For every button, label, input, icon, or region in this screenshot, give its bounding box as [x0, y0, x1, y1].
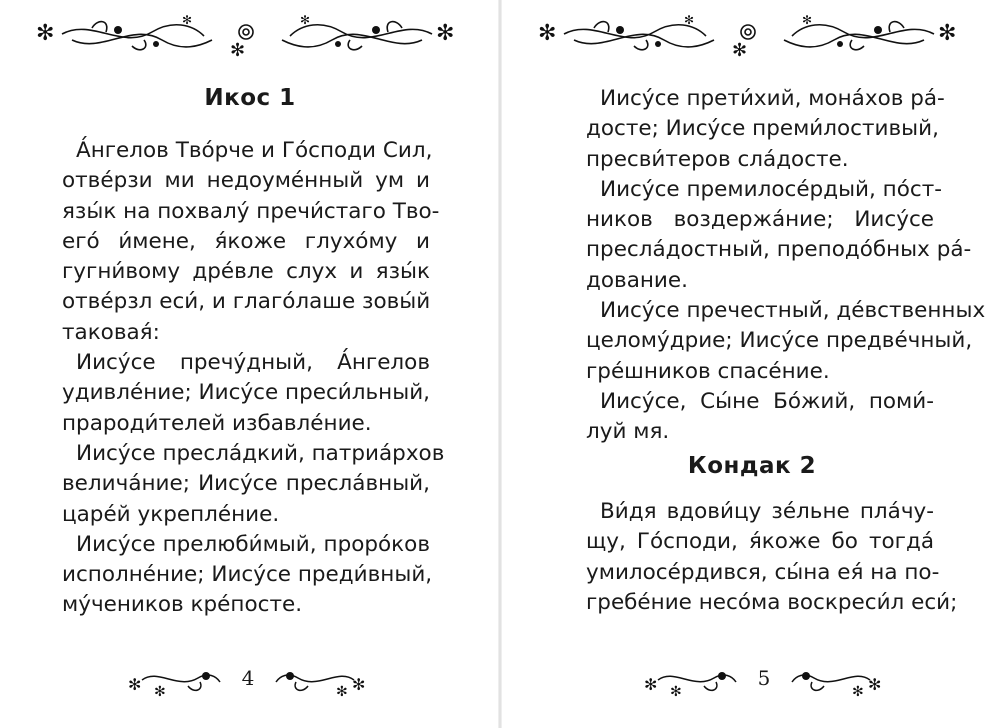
text-line: исполне́ние; Иису́се преди́вный,	[62, 562, 433, 588]
svg-text:✻: ✻	[436, 21, 455, 46]
svg-text:✻: ✻	[938, 21, 957, 46]
text-line: умилосе́рдився, сы́на ея́ на по-	[586, 559, 940, 585]
svg-text:✻: ✻	[300, 13, 311, 27]
text-line: Иису́се прелюби́мый, проро́ков	[76, 531, 430, 557]
page-footer	[128, 660, 368, 700]
svg-text:✻: ✻	[868, 675, 882, 694]
page-footer	[644, 660, 884, 700]
text-line: му́чеников кре́посте.	[62, 592, 303, 618]
svg-text:✻: ✻	[644, 675, 658, 694]
svg-text:✻: ✻	[732, 40, 748, 58]
text-line: пресви́теров сла́досте.	[586, 146, 849, 172]
svg-text:✻: ✻	[336, 684, 348, 700]
svg-text:✻: ✻	[670, 684, 682, 700]
header-ornament-icon	[32, 10, 462, 58]
text-line: Иису́се пречестный́, де́вственных	[600, 298, 986, 324]
text-line: гугни́вому дре́вле слух и язы́к	[62, 259, 430, 285]
text-line: Иису́се пресла́дкий, патриа́рхов	[76, 440, 445, 466]
text-line: щу, Го́споди, я́коже бо тогда́	[586, 529, 934, 555]
svg-text:✻: ✻	[802, 13, 813, 27]
text-line: язы́к на похвалу́ пречи́стаго Тво-	[62, 198, 440, 224]
svg-text:✻: ✻	[128, 675, 142, 694]
text-line: гре́шников спасе́ние.	[586, 358, 830, 384]
text-line: А́нгелов Тво́рче и Го́споди Сил,	[76, 138, 433, 163]
right-page	[502, 0, 1000, 728]
text-line: пресла́достный, преподо́бных ра́-	[586, 237, 972, 263]
page-number: 4	[241, 666, 255, 690]
text-line: Иису́се прети́хий, мона́хов ра́-	[600, 86, 945, 111]
kondak-heading: Кондак 2	[687, 453, 817, 479]
text-line: царе́й укрепле́ние.	[62, 501, 280, 527]
ikos-heading: Икос 1	[204, 85, 296, 111]
header-ornament-icon	[534, 10, 964, 58]
text-line: Иису́се премилосе́рдый, по́ст-	[600, 176, 942, 202]
text-line: удивле́ние; Иису́се преси́льный,	[62, 380, 430, 406]
text-line: луй мя.	[586, 419, 670, 445]
text-line: Ви́дя вдови́цу зе́льне пла́чу-	[600, 499, 934, 524]
text-line: отве́рзи ми недоуме́нный ум и	[62, 168, 430, 194]
svg-text:✻: ✻	[154, 684, 166, 700]
text-line: ников воздержа́ние; Иису́се	[586, 207, 934, 233]
svg-text:✻: ✻	[230, 40, 246, 58]
text-line: Иису́се пречу́дный, А́нгелов	[76, 350, 430, 376]
text-line: Иису́се, Сы́не Бо́жий, поми́-	[600, 388, 934, 414]
svg-text:✻: ✻	[538, 21, 557, 46]
kondak-text	[586, 497, 958, 618]
text-line: гребе́ние несо́ма воскреси́л еси́;	[586, 589, 958, 615]
text-line: отве́рзл еси́, и глаго́лаше зовы́й	[62, 289, 431, 315]
svg-text:✻: ✻	[684, 13, 695, 27]
text-line: прароди́телей избавле́ние.	[62, 410, 372, 436]
text-line: дование.	[586, 267, 688, 293]
text-line: велича́ние; Иису́се пресла́вный,	[62, 471, 430, 497]
ikos-text	[62, 136, 445, 621]
svg-text:✻: ✻	[852, 684, 864, 700]
text-line: досте; Иису́се преми́лостивый,	[586, 116, 939, 142]
svg-text:✻: ✻	[352, 675, 366, 694]
ikos-continuation-text	[586, 84, 986, 448]
svg-text:✻: ✻	[36, 21, 55, 46]
page-number: 5	[757, 666, 771, 690]
svg-text:✻: ✻	[182, 13, 193, 27]
text-line: его́ и́мене, я́коже глухо́му и	[62, 228, 430, 254]
text-line: таковая́:	[62, 319, 160, 345]
text-line: целому́дрие; Иису́се предве́чный,	[586, 328, 973, 354]
